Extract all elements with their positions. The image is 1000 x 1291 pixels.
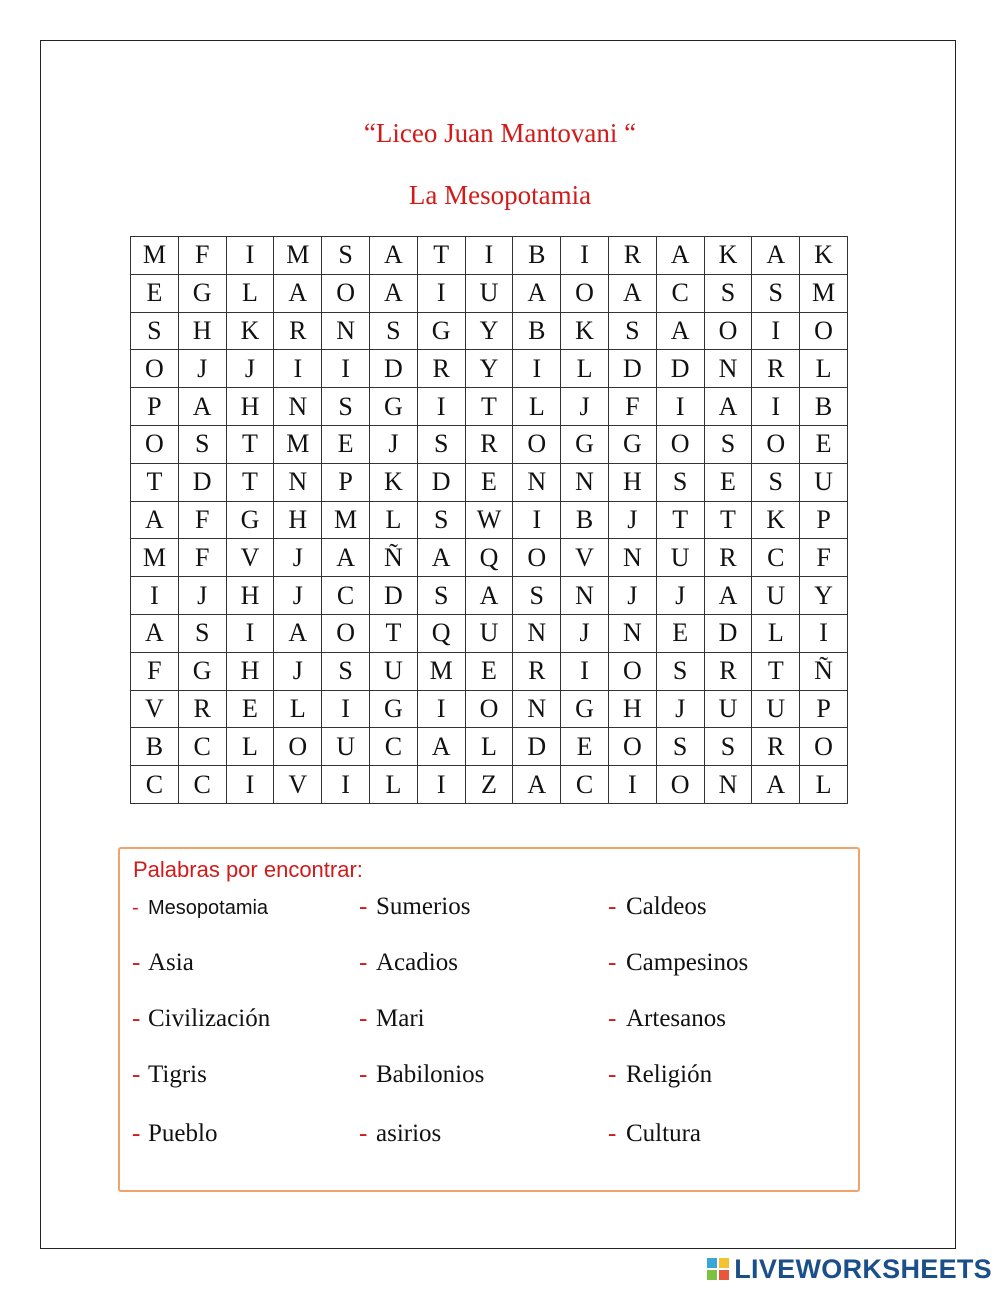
grid-cell[interactable]: S <box>704 425 752 463</box>
grid-cell[interactable]: S <box>752 274 800 312</box>
grid-cell[interactable]: A <box>369 237 417 275</box>
word-item <box>608 893 707 921</box>
word-item <box>132 949 194 977</box>
grid-cell[interactable]: R <box>465 425 513 463</box>
grid-cell[interactable]: J <box>274 577 322 615</box>
grid-cell[interactable]: E <box>656 614 704 652</box>
grid-cell[interactable]: J <box>226 350 274 388</box>
grid-cell[interactable]: I <box>800 614 848 652</box>
grid-cell[interactable]: O <box>513 539 561 577</box>
grid-cell[interactable]: A <box>274 274 322 312</box>
grid-cell[interactable]: S <box>322 388 370 426</box>
grid-cell[interactable]: A <box>417 728 465 766</box>
grid-cell[interactable]: S <box>369 312 417 350</box>
grid-cell[interactable]: J <box>656 577 704 615</box>
brand-name: LIVEWORKSHEETS <box>734 1253 992 1284</box>
grid-cell[interactable]: O <box>752 425 800 463</box>
grid-cell[interactable]: I <box>131 577 179 615</box>
grid-cell[interactable]: L <box>513 388 561 426</box>
grid-cell[interactable]: U <box>465 274 513 312</box>
word-item <box>608 1120 701 1148</box>
grid-row <box>131 274 848 312</box>
grid-cell[interactable]: R <box>704 652 752 690</box>
grid-cell[interactable]: M <box>800 274 848 312</box>
word-dash: - <box>359 1120 368 1147</box>
grid-cell[interactable]: I <box>274 350 322 388</box>
grid-cell[interactable]: I <box>561 652 609 690</box>
grid-cell[interactable]: G <box>226 501 274 539</box>
grid-cell[interactable]: D <box>417 463 465 501</box>
grid-cell[interactable]: S <box>513 577 561 615</box>
grid-cell[interactable]: S <box>131 312 179 350</box>
grid-cell[interactable]: U <box>752 690 800 728</box>
grid-cell[interactable]: O <box>322 614 370 652</box>
word-dash: - <box>359 949 368 976</box>
grid-cell[interactable]: O <box>513 425 561 463</box>
grid-cell[interactable]: U <box>322 728 370 766</box>
grid-cell[interactable]: S <box>417 425 465 463</box>
grid-cell[interactable]: P <box>131 388 179 426</box>
word-dash: - <box>608 1061 617 1088</box>
grid-cell[interactable]: V <box>274 766 322 804</box>
word-item <box>132 1005 271 1033</box>
grid-cell[interactable]: O <box>561 274 609 312</box>
grid-cell[interactable]: T <box>417 237 465 275</box>
word-text: Religión <box>626 1061 713 1088</box>
grid-cell[interactable]: I <box>417 690 465 728</box>
word-text: Civilización <box>148 1005 271 1032</box>
grid-row <box>131 577 848 615</box>
grid-cell[interactable]: G <box>369 388 417 426</box>
grid-cell[interactable]: I <box>226 237 274 275</box>
grid-cell[interactable]: I <box>608 766 656 804</box>
word-item <box>359 1061 485 1089</box>
word-dash: - <box>359 893 368 920</box>
grid-cell[interactable]: D <box>178 463 226 501</box>
word-dash: - <box>359 1061 368 1088</box>
grid-cell[interactable]: S <box>178 614 226 652</box>
grid-cell[interactable]: B <box>513 312 561 350</box>
word-text: Artesanos <box>626 1005 726 1032</box>
grid-cell[interactable]: A <box>178 388 226 426</box>
grid-cell[interactable]: F <box>178 501 226 539</box>
grid-cell[interactable]: O <box>704 312 752 350</box>
grid-cell[interactable]: E <box>800 425 848 463</box>
grid-cell[interactable]: S <box>656 652 704 690</box>
grid-cell[interactable]: O <box>131 425 179 463</box>
grid-cell[interactable]: Ñ <box>369 539 417 577</box>
grid-cell[interactable]: O <box>608 728 656 766</box>
grid-cell[interactable]: H <box>226 388 274 426</box>
grid-cell[interactable]: O <box>322 274 370 312</box>
grid-cell[interactable]: E <box>322 425 370 463</box>
grid-cell[interactable]: G <box>561 690 609 728</box>
word-dash: - <box>608 949 617 976</box>
grid-cell[interactable]: B <box>131 728 179 766</box>
grid-cell[interactable]: F <box>608 388 656 426</box>
grid-cell[interactable]: L <box>226 728 274 766</box>
grid-cell[interactable]: I <box>561 237 609 275</box>
grid-row <box>131 614 848 652</box>
grid-cell[interactable]: J <box>608 577 656 615</box>
word-dash: - <box>608 1120 617 1147</box>
grid-cell[interactable]: D <box>608 350 656 388</box>
word-text: asirios <box>376 1120 442 1147</box>
grid-cell[interactable]: B <box>800 388 848 426</box>
grid-cell[interactable]: S <box>704 728 752 766</box>
grid-cell[interactable]: P <box>800 690 848 728</box>
word-item <box>359 1120 442 1148</box>
grid-row <box>131 463 848 501</box>
grid-cell[interactable]: E <box>226 690 274 728</box>
grid-cell[interactable]: R <box>417 350 465 388</box>
grid-cell[interactable]: T <box>226 463 274 501</box>
grid-cell[interactable]: J <box>178 350 226 388</box>
grid-cell[interactable]: E <box>704 463 752 501</box>
word-item <box>132 897 269 920</box>
word-text: Asia <box>148 949 194 976</box>
grid-cell[interactable]: A <box>752 766 800 804</box>
word-dash: - <box>132 949 141 976</box>
grid-cell[interactable]: C <box>369 728 417 766</box>
grid-cell[interactable]: A <box>656 237 704 275</box>
word-text: Babilonios <box>376 1061 485 1088</box>
grid-cell[interactable]: Ñ <box>800 652 848 690</box>
grid-cell[interactable]: N <box>561 463 609 501</box>
grid-cell[interactable]: R <box>752 728 800 766</box>
grid-cell[interactable]: M <box>322 501 370 539</box>
grid-cell[interactable]: J <box>561 388 609 426</box>
grid-cell[interactable]: H <box>178 312 226 350</box>
grid-cell[interactable]: R <box>274 312 322 350</box>
grid-row <box>131 425 848 463</box>
grid-cell[interactable]: J <box>561 614 609 652</box>
grid-cell[interactable]: K <box>369 463 417 501</box>
grid-cell[interactable]: K <box>561 312 609 350</box>
grid-cell[interactable]: L <box>800 350 848 388</box>
grid-cell[interactable]: E <box>465 463 513 501</box>
grid-cell[interactable]: I <box>513 350 561 388</box>
grid-cell[interactable]: J <box>274 539 322 577</box>
word-text: Acadios <box>376 949 458 976</box>
grid-cell[interactable]: N <box>513 614 561 652</box>
grid-cell[interactable]: I <box>513 501 561 539</box>
grid-cell[interactable]: O <box>465 690 513 728</box>
grid-cell[interactable]: S <box>178 425 226 463</box>
grid-cell[interactable]: E <box>131 274 179 312</box>
grid-cell[interactable]: O <box>800 728 848 766</box>
grid-cell[interactable]: L <box>274 690 322 728</box>
grid-cell[interactable]: J <box>656 690 704 728</box>
grid-cell[interactable]: I <box>322 766 370 804</box>
grid-cell[interactable]: O <box>656 766 704 804</box>
grid-cell[interactable]: N <box>513 690 561 728</box>
grid-cell[interactable]: R <box>752 350 800 388</box>
grid-cell[interactable]: S <box>417 501 465 539</box>
grid-row <box>131 350 848 388</box>
grid-cell[interactable]: N <box>704 350 752 388</box>
grid-cell[interactable]: L <box>369 766 417 804</box>
grid-cell[interactable]: N <box>274 388 322 426</box>
word-text: Mari <box>376 1005 425 1032</box>
grid-cell[interactable]: A <box>131 501 179 539</box>
grid-cell[interactable]: R <box>608 237 656 275</box>
grid-cell[interactable]: E <box>561 728 609 766</box>
grid-cell[interactable]: N <box>322 312 370 350</box>
grid-cell[interactable]: H <box>274 501 322 539</box>
grid-cell[interactable]: O <box>800 312 848 350</box>
grid-cell[interactable]: O <box>274 728 322 766</box>
grid-cell[interactable]: D <box>656 350 704 388</box>
grid-cell[interactable]: D <box>369 577 417 615</box>
grid-cell[interactable]: A <box>417 539 465 577</box>
grid-cell[interactable]: G <box>178 274 226 312</box>
grid-cell[interactable]: K <box>226 312 274 350</box>
grid-cell[interactable]: U <box>800 463 848 501</box>
grid-cell[interactable]: M <box>131 539 179 577</box>
grid-cell[interactable]: S <box>656 463 704 501</box>
grid-cell[interactable]: U <box>752 577 800 615</box>
grid-cell[interactable]: J <box>608 501 656 539</box>
grid-cell[interactable]: S <box>417 577 465 615</box>
grid-cell[interactable]: L <box>752 614 800 652</box>
grid-cell[interactable]: I <box>226 614 274 652</box>
grid-cell[interactable]: F <box>131 652 179 690</box>
grid-cell[interactable]: I <box>752 312 800 350</box>
grid-cell[interactable]: J <box>178 577 226 615</box>
grid-cell[interactable]: D <box>513 728 561 766</box>
word-search-grid <box>130 236 848 804</box>
grid-cell[interactable]: R <box>513 652 561 690</box>
word-item <box>608 1005 726 1033</box>
grid-cell[interactable]: I <box>322 350 370 388</box>
grid-row <box>131 652 848 690</box>
grid-cell[interactable]: C <box>752 539 800 577</box>
grid-cell[interactable]: R <box>178 690 226 728</box>
brand-footer <box>706 1254 992 1284</box>
grid-cell[interactable]: S <box>608 312 656 350</box>
grid-cell[interactable]: H <box>226 652 274 690</box>
grid-cell[interactable]: T <box>656 501 704 539</box>
word-dash: - <box>132 1005 141 1032</box>
grid-cell[interactable]: G <box>561 425 609 463</box>
grid-cell[interactable]: T <box>752 652 800 690</box>
grid-cell[interactable]: A <box>704 388 752 426</box>
grid-cell[interactable]: N <box>608 614 656 652</box>
grid-cell[interactable]: A <box>369 274 417 312</box>
grid-cell[interactable]: G <box>417 312 465 350</box>
grid-cell[interactable]: I <box>322 690 370 728</box>
grid-cell[interactable]: D <box>704 614 752 652</box>
grid-cell[interactable]: A <box>656 312 704 350</box>
grid-cell[interactable]: L <box>226 274 274 312</box>
grid-cell[interactable]: U <box>369 652 417 690</box>
grid-cell[interactable]: C <box>178 728 226 766</box>
grid-cell[interactable]: A <box>704 577 752 615</box>
word-item <box>359 1005 425 1033</box>
word-dash: - <box>132 1120 141 1147</box>
grid-row <box>131 690 848 728</box>
grid-cell[interactable]: T <box>131 463 179 501</box>
grid-cell[interactable]: H <box>608 463 656 501</box>
grid-cell[interactable]: A <box>465 577 513 615</box>
grid-cell[interactable]: Q <box>465 539 513 577</box>
grid-cell[interactable]: G <box>369 690 417 728</box>
grid-cell[interactable]: K <box>704 237 752 275</box>
grid-cell[interactable]: J <box>274 652 322 690</box>
grid-cell[interactable]: S <box>656 728 704 766</box>
word-dash: - <box>608 1005 617 1032</box>
grid-cell[interactable]: H <box>608 690 656 728</box>
grid-cell[interactable]: I <box>752 388 800 426</box>
grid-cell[interactable]: T <box>369 614 417 652</box>
grid-cell[interactable]: U <box>656 539 704 577</box>
liveworksheets-logo-icon <box>706 1257 730 1281</box>
grid-cell[interactable]: M <box>417 652 465 690</box>
grid-cell[interactable]: C <box>656 274 704 312</box>
grid-cell[interactable]: N <box>561 577 609 615</box>
grid-cell[interactable]: V <box>226 539 274 577</box>
grid-cell[interactable]: A <box>752 237 800 275</box>
word-item <box>132 1120 218 1148</box>
grid-cell[interactable]: I <box>417 766 465 804</box>
grid-row <box>131 237 848 275</box>
words-to-find-title: Palabras por encontrar: <box>133 857 363 882</box>
grid-cell[interactable]: B <box>513 237 561 275</box>
grid-cell[interactable]: S <box>322 652 370 690</box>
grid-cell[interactable]: G <box>608 425 656 463</box>
word-text: Mesopotamia <box>148 897 269 919</box>
grid-cell[interactable]: I <box>417 388 465 426</box>
grid-cell[interactable]: A <box>274 614 322 652</box>
word-text: Campesinos <box>626 949 749 976</box>
grid-cell[interactable]: V <box>561 539 609 577</box>
grid-cell[interactable]: G <box>178 652 226 690</box>
grid-cell[interactable]: N <box>274 463 322 501</box>
grid-cell[interactable]: N <box>608 539 656 577</box>
grid-cell[interactable]: F <box>178 539 226 577</box>
grid-cell[interactable]: H <box>226 577 274 615</box>
word-text: Tigris <box>148 1061 207 1088</box>
grid-cell[interactable]: Z <box>465 766 513 804</box>
grid-cell[interactable]: I <box>417 274 465 312</box>
grid-cell[interactable]: M <box>131 237 179 275</box>
grid-cell[interactable]: C <box>131 766 179 804</box>
grid-cell[interactable]: T <box>226 425 274 463</box>
word-item <box>608 949 749 977</box>
grid-cell[interactable]: K <box>752 501 800 539</box>
word-dash: - <box>132 1061 141 1088</box>
grid-row <box>131 539 848 577</box>
grid-cell[interactable]: A <box>513 274 561 312</box>
grid-row <box>131 501 848 539</box>
grid-cell[interactable]: K <box>800 237 848 275</box>
grid-cell[interactable]: U <box>465 614 513 652</box>
grid-cell[interactable]: C <box>178 766 226 804</box>
grid-row <box>131 312 848 350</box>
word-text: Sumerios <box>376 893 471 920</box>
grid-cell[interactable]: A <box>513 766 561 804</box>
word-text: Caldeos <box>626 893 707 920</box>
grid-cell[interactable]: T <box>704 501 752 539</box>
grid-row <box>131 388 848 426</box>
grid-cell[interactable]: I <box>656 388 704 426</box>
grid-cell[interactable]: M <box>274 237 322 275</box>
grid-cell[interactable]: O <box>131 350 179 388</box>
word-item <box>359 893 471 921</box>
grid-cell[interactable]: Y <box>465 312 513 350</box>
grid-cell[interactable]: Y <box>465 350 513 388</box>
grid-cell[interactable]: O <box>656 425 704 463</box>
grid-cell[interactable]: L <box>561 350 609 388</box>
grid-cell[interactable]: N <box>704 766 752 804</box>
grid-cell[interactable]: I <box>465 237 513 275</box>
word-dash: - <box>359 1005 368 1032</box>
grid-cell[interactable]: F <box>800 539 848 577</box>
word-dash: - <box>608 893 617 920</box>
school-title: “Liceo Juan Mantovani “ <box>363 118 637 148</box>
word-item <box>608 1061 713 1089</box>
grid-cell[interactable]: C <box>322 577 370 615</box>
word-item <box>359 949 458 977</box>
grid-cell[interactable]: L <box>465 728 513 766</box>
word-text: Pueblo <box>148 1120 218 1147</box>
word-item <box>132 1061 207 1089</box>
grid-cell[interactable]: M <box>274 425 322 463</box>
grid-cell[interactable]: D <box>369 350 417 388</box>
grid-cell[interactable]: N <box>513 463 561 501</box>
grid-cell[interactable]: L <box>800 766 848 804</box>
grid-cell[interactable]: T <box>465 388 513 426</box>
grid-cell[interactable]: R <box>704 539 752 577</box>
grid-cell[interactable]: S <box>322 237 370 275</box>
grid-cell[interactable]: U <box>704 690 752 728</box>
grid-cell[interactable]: I <box>226 766 274 804</box>
grid-row <box>131 766 848 804</box>
grid-cell[interactable]: S <box>704 274 752 312</box>
grid-cell[interactable]: J <box>369 425 417 463</box>
grid-cell[interactable]: W <box>465 501 513 539</box>
grid-cell[interactable]: S <box>752 463 800 501</box>
grid-cell[interactable]: L <box>369 501 417 539</box>
word-dash: - <box>132 897 139 919</box>
grid-row <box>131 728 848 766</box>
worksheet-subtitle: La Mesopotamia <box>408 180 592 210</box>
grid-cell[interactable]: C <box>561 766 609 804</box>
grid-cell[interactable]: A <box>131 614 179 652</box>
grid-cell[interactable]: E <box>465 652 513 690</box>
grid-cell[interactable]: P <box>800 501 848 539</box>
grid-cell[interactable]: A <box>322 539 370 577</box>
grid-cell[interactable]: B <box>561 501 609 539</box>
grid-cell[interactable]: Y <box>800 577 848 615</box>
grid-cell[interactable]: P <box>322 463 370 501</box>
grid-cell[interactable]: A <box>608 274 656 312</box>
grid-cell[interactable]: F <box>178 237 226 275</box>
grid-cell[interactable]: O <box>608 652 656 690</box>
grid-cell[interactable]: Q <box>417 614 465 652</box>
word-text: Cultura <box>626 1120 701 1147</box>
grid-cell[interactable]: V <box>131 690 179 728</box>
